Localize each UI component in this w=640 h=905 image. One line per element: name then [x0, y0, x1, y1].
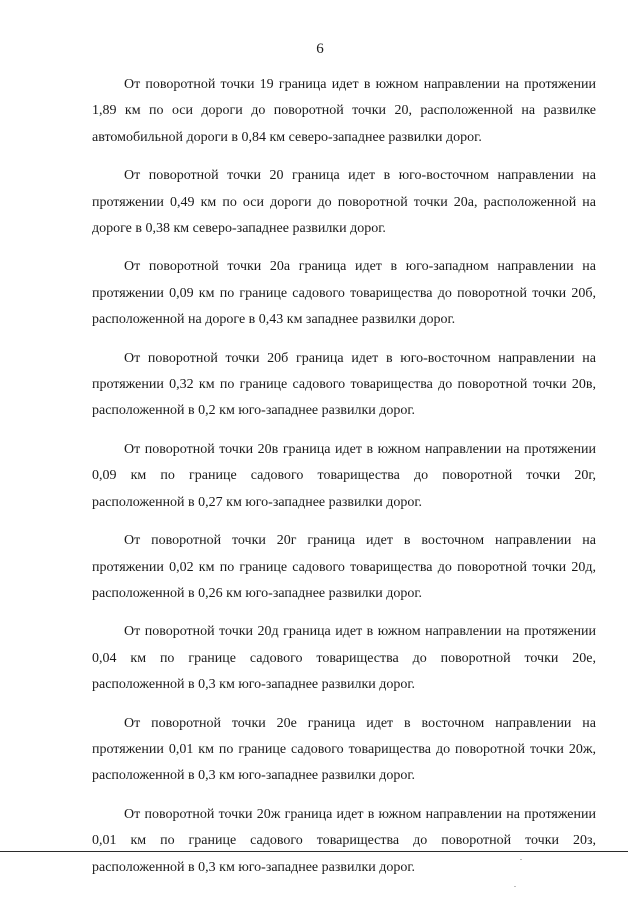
page-number: 6 [316, 41, 324, 57]
scan-speck [520, 859, 522, 860]
scan-speck [514, 886, 516, 887]
paragraph-turning-point-20a: От поворотной точки 20а граница идет в юго-западном направлении на протяжении 0,09 км по границе садового товарищества до поворотной точки 20б, расположенной на дороге в 0,43 км западнее развилки дорог. [92, 259, 596, 328]
paragraph-turning-point-20b: От поворотной точки 20б граница идет в юго-восточном направлении на протяжении 0,32 км по границе садового товарищества до поворотной точки 20в, расположенной в 0,2 км юго-западнее развилки дорог. [92, 350, 596, 419]
paragraph-turning-point-20g: От поворотной точки 20г граница идет в восточном направлении на протяжении 0,02 км по границе садового товарищества до поворотной точки 20д, расположенной в 0,26 км юго-западнее развилки дорог. [92, 533, 596, 601]
paragraph-turning-point-19: От поворотной точки 19 граница идет в южном направлении на протяжении 1,89 км по оси дороги до поворотной точки 20, расположенной на развилке автомобильной дороги в 0,84 км северо-западнее развилки дорог. [92, 77, 596, 145]
paragraph-turning-point-20: От поворотной точки 20 граница идет в юго-восточном направлении на протяжении 0,49 км по оси дороги до поворотной точки 20а, расположенной на дороге в 0,38 км северо-западнее развилки дорог. [92, 168, 596, 237]
paragraph-turning-point-20v: От поворотной точки 20в граница идет в южном направлении на протяжении 0,09 км по границе садового товарищества до поворотной точки 20г, расположенной в 0,27 км юго-западнее развилки дорог. [92, 441, 596, 510]
paragraph-turning-point-20zh: От поворотной точки 20ж граница идет в южном направлении на протяжении 0,01 км по границе садового товарищества до поворотной точки 20з, расположенной в 0,3 км юго-западнее развилки дорог. [92, 806, 596, 875]
paragraph-turning-point-20d: От поворотной точки 20д граница идет в южном направлении на протяжении 0,04 км по границе садового товарищества до поворотной точки 20е, расположенной в 0,3 км юго-западнее развилки дорог. [92, 624, 596, 693]
page-bottom-rule [0, 851, 628, 852]
paragraph-turning-point-20e: От поворотной точки 20е граница идет в восточном направлении на протяжении 0,01 км по границе садового товарищества до поворотной точки 20ж, расположенной в 0,3 км юго-западнее развилки дорог. [92, 715, 596, 784]
document-body [92, 72, 596, 893]
